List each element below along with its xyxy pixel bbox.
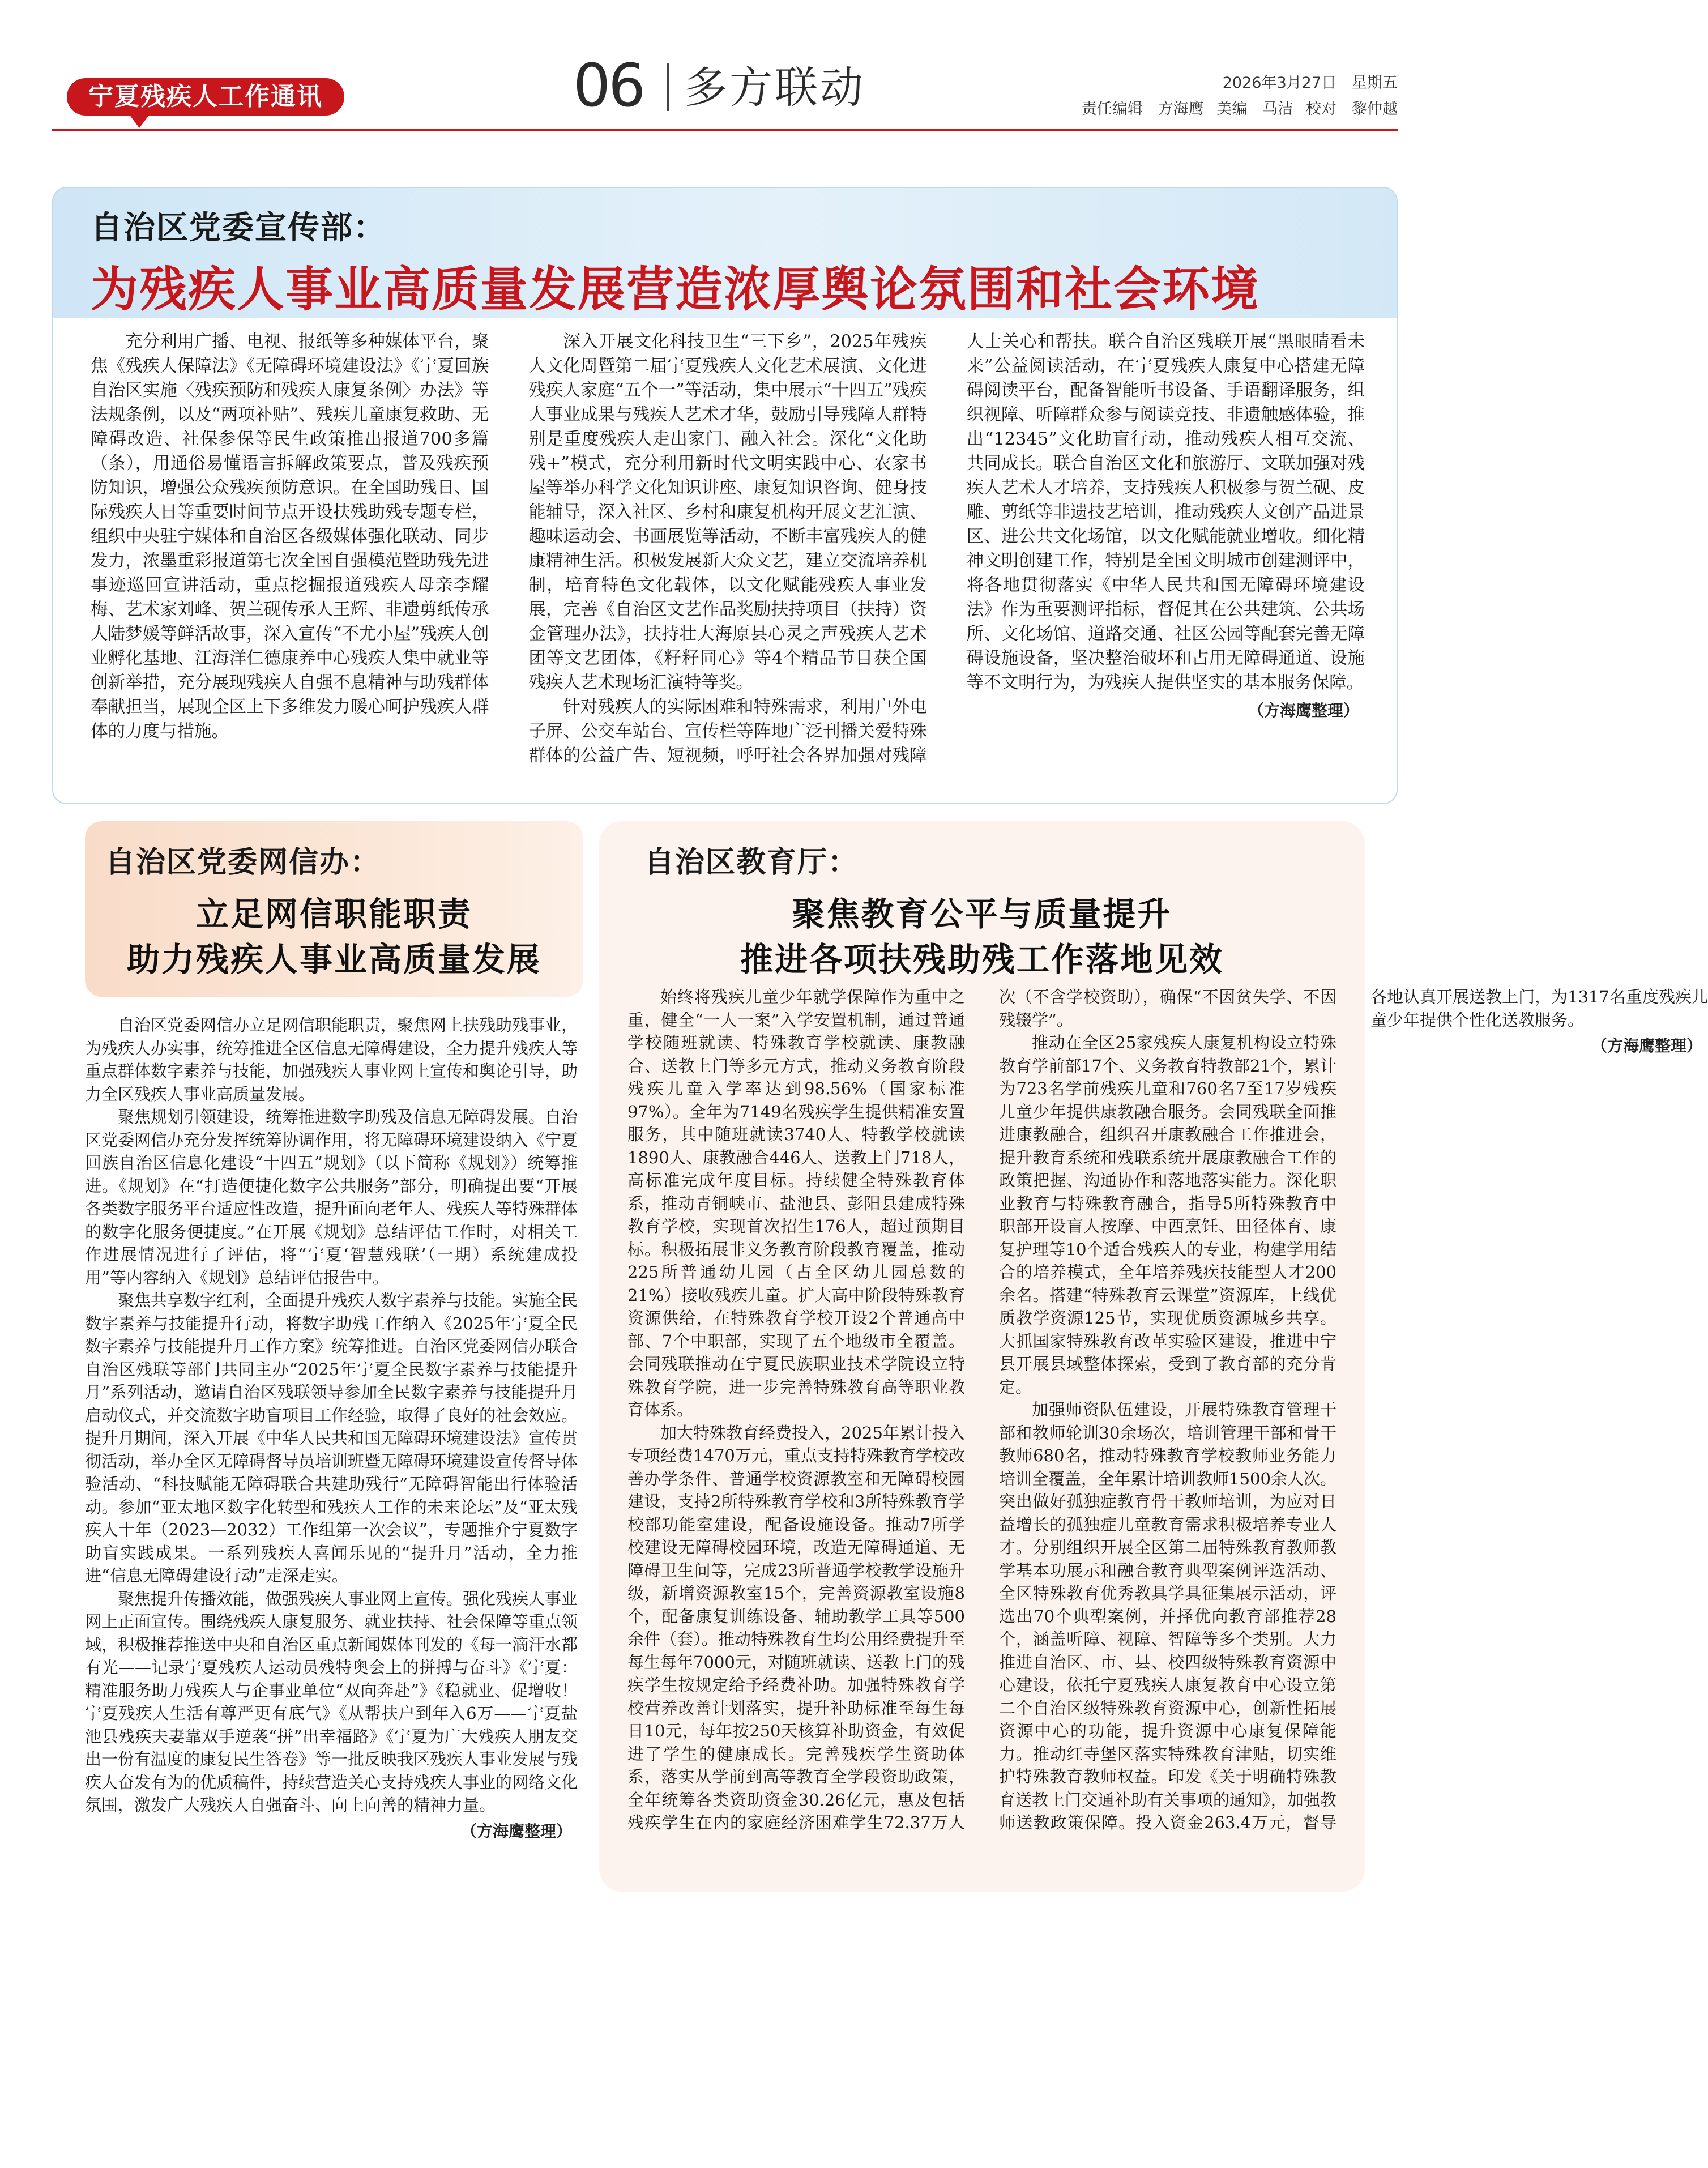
article-kicker: 自治区党委宣传部： — [91, 210, 386, 246]
editor-credits — [1074, 96, 1398, 118]
article-kicker: 自治区党委网信办： — [105, 846, 381, 880]
article-paragraph: 聚焦规划引领建设，统筹推进数字助残及信息无障碍发展。自治区党委网信办充分发挥统筹协调作用，将无障碍环境建设纳入《宁夏回族自治区信息化建设“十四五”规划》（以下简称《规划》）统筹推进。《规划》在“打造便捷化数字公共服务”部分，明确提出要“开展各类数字服务平台适应性改造，提升面向老年人、残疾人等特殊群体的数字化服务便捷度。”在开展《规划》总结评估工作时，对相关工作进展情况进行了评估，将“宁夏‘智慧残联’（一期）系统建成投用”等内容纳入《规划》总结评估报告中。 — [85, 1107, 578, 1287]
article-paragraph: 加强师资队伍建设，开展特殊教育管理干部和教师轮训30余场次，培训管理干部和骨干教师680名，推动特殊教育学校教师业务能力培训全覆盖，全年累计培训教师1500余人次。突出做好孤独症教育骨干教师培训，为应对日益增长的孤独症儿童教育需求积极培养专业人才。分别组织开展全区第二届特殊教育教师教学基本功展示和融合教育典型案例评选活动、全区特殊教育优秀教具学具征集展示活动，评选出70个典型案例，并择优向教育部推荐28个，涵盖听障、视障、智障等多个类别。大力推进自治区、市、县、校四级特殊教育资源中心建设，依托宁夏残疾人康复教育中心设立第二个自治区级特殊教育资源中心，创新性拓展资源中心的功能，提升资源中心康复保障能力。推动红寺堡区落实特殊教育津贴，切实维护特殊教育教师权益。印发《关于明确特殊教育送教上门交通补助有关事项的通知》，加强教师送教政策保障。投入资金263.4万元，督导各地认真开展送教上门，为1317名重度残疾儿童少年提供个性化送教服务。 — [999, 987, 1708, 1832]
article-cyberspace-office-header — [85, 821, 583, 997]
article-byline: （方海鹰整理） — [1248, 701, 1359, 720]
article-paragraph: 深入开展文化科技卫生“三下乡”，2025年残疾人文化周暨第二届宁夏残疾人文化艺术展演、文化进残疾人家庭“五个一”等活动，集中展示“十四五”残疾人事业成果与残疾人艺术才华，鼓励引导残障人群特别是重度残疾人走出家门、融入社会。深化“文化助残+”模式，充分利用新时代文明实践中心、农家书屋等举办科学文化知识讲座、康复知识咨询、健身技能辅导，深入社区、乡村和康复机构开展文艺汇演、趣味运动会、书画展览等活动，不断丰富残疾人的健康精神生活。积极发展新大众文艺，建立交流培养机制，培育特色文化载体，以文化赋能残疾人事业发展，完善《自治区文艺作品奖励扶持项目（扶持）资金管理办法》，扶持壮大海原县心灵之声残疾人艺术团等文艺团体，《籽籽同心》等4个精品节目获全国残疾人艺术现场汇演特等奖。 — [528, 332, 927, 693]
chief-editor-credit: 责任编辑 方海鹰 — [1081, 100, 1204, 118]
article-body — [627, 985, 1708, 1869]
page-number: 06 — [573, 51, 644, 120]
article-paragraph: 始终将残疾儿童少年就学保障作为重中之重，健全“一人一案”入学安置机制，通过普通学校随班就读、特殊教育学校就读、康教融合、送教上门等多元方式，推动义务教育阶段残疾儿童入学率达到98.56%（国家标准97%）。全年为7149名残疾学生提供精准安置服务，其中随班就读3740人、特教学校就读1890人、康教融合446人、送教上门718人，高标准完成年度目标。持续健全特殊教育体系，推动青铜峡市、盐池县、彭阳县建成特殊教育学校，实现首次招生176人，超过预期目标。积极拓展非义务教育阶段教育覆盖，推动225所普通幼儿园（占全区幼儿园总数的21%）接收残疾儿童。扩大高中阶段特殊教育资源供给，在特殊教育学校开设2个普通高中部、7个中职部，实现了五个地级市全覆盖。会同残联推动在宁夏民族职业技术学院设立特殊教育学院，进一步完善特殊教育高等职业教育体系。 — [627, 987, 965, 1419]
article-headline: 为残疾人事业高质量发展营造浓厚舆论氛围和社会环境 — [91, 262, 1260, 317]
headline-line: 助力残疾人事业高质量发展 — [126, 940, 541, 979]
headline-line: 推进各项扶残助残工作落地见效 — [740, 940, 1224, 979]
masthead-rule — [52, 129, 1398, 131]
article-paragraph: 充分利用广播、电视、报纸等多种媒体平台，聚焦《残疾人保障法》《无障碍环境建设法》《宁夏回族自治区实施〈残疾预防和残疾人康复条例〉办法》等法规条例，以及“两项补贴”、残疾儿童康复救助、无障碍改造、社保参保等民生政策推出报道700多篇（条），用通俗易懂语言拆解政策要点，普及残疾预防知识，增强公众残疾预防意识。在全国助残日、国际残疾人日等重要时间节点开设扶残助残专题专栏，组织中央驻宁媒体和自治区各级媒体强化联动、同步发力，浓墨重彩报道第七次全国自强模范暨助残先进事迹巡回宣讲活动，重点挖掘报道残疾人母亲李耀梅、艺术家刘峰、贺兰砚传承人王辉、非遗剪纸传承人陆梦媛等鲜活故事，深入宣传“不尤小屋”残疾人创业孵化基地、江海洋仁德康养中心残疾人集中就业等创新举措，充分展现残疾人自强不息精神与助残群体奉献担当，展现全区上下多维发力暖心呵护残疾人群体的力度与措施。 — [91, 332, 489, 741]
article-cyberspace-office-body — [85, 1014, 578, 1880]
proofreader-credit: 校对 黎仲越 — [1306, 100, 1398, 118]
article-headline — [85, 891, 583, 982]
article-paragraph: 针对残疾人的实际困难和特殊需求，利用户外电子屏、公交车站台、宣传栏等阵地广泛刊播关爱特殊群体的公益广告、短视频，呼吁社会各界加强对残障人士关心和帮扶。联合自治区残联开展“黑眼睛看未来”公益阅读活动，在宁夏残疾人康复中心搭建无障碍阅读平台，配备智能听书设备、手语翻译服务，组织视障、听障群众参与阅读竞技、非遗触感体验，推出“12345”文化助盲行动，推动残疾人相互交流、共同成长。联合自治区文化和旅游厅、文联加强对残疾人艺术人才培养，支持残疾人积极参与贺兰砚、皮雕、剪纸等非遗技艺培训，推动残疾人文创产品进景区、进公共文化场馆，以文化赋能就业增收。细化精神文明创建工作，特别是全国文明城市创建测评中，将各地贯彻落实《中华人民共和国无障碍环境建设法》作为重要测评指标，督促其在公共建筑、公共场所、文化场馆、道路交通、社区公园等配套完善无障碍设施设备，坚决整治破坏和占用无障碍通道、设施等不文明行为，为残疾人提供坚实的基本服务保障。 — [528, 332, 1365, 766]
article-paragraph: 自治区党委网信办立足网信职能职责，聚焦网上扶残助残事业，为残疾人办实事，统筹推进全区信息无障碍建设，全力提升残疾人等重点群体数字素养与技能，加强残疾人事业网上宣传和舆论引导，助力全区残疾人事业高质量发展。 — [85, 1015, 578, 1104]
article-kicker: 自治区教育厅： — [644, 846, 859, 880]
article-headline — [599, 891, 1365, 982]
section-title: 多方联动 — [684, 62, 865, 113]
article-paragraph: 加大特殊教育经费投入，2025年累计投入专项经费1470万元，重点支持特殊教育学校改善办学条件、普通学校资源教室和无障碍校园建设，支持2所特殊教育学校和3所特殊教育学校部功能室建设，配备设施设备。推动7所学校建设无障碍校园环境，改造无障碍通道、无障碍卫生间等，完成23所普通学校教学设施升级，新增资源教室15个，完善资源教室设施8个，配备康复训练设备、辅助教学工具等500余件（套）。推动特殊教育生均公用经费提升至每生每年7000元，对随班就读、送教上门的残疾学生按规定给予经费补助。加强特殊教育学校营养改善计划落实，提升补助标准至每生每日10元，每年按250天核算补助资金，有效促进了学生的健康成长。完善残疾学生资助体系，落实从学前到高等教育全学段资助政策，全年统筹各类资助资金30.26亿元，惠及包括残疾学生在内的家庭经济困难学生72.37万人次（不含学校资助），确保“不因贫失学、不因残辍学”。 — [627, 987, 1336, 1832]
article-paragraph: 聚焦提升传播效能，做强残疾人事业网上宣传。强化残疾人事业网上正面宣传。围绕残疾人康复服务、就业扶持、社会保障等重点领域，积极推荐推送中央和自治区重点新闻媒体刊发的《每一滴汗水都有光——记录宁夏残疾人运动员残特奥会上的拼搏与奋斗》《宁夏：精准服务助力残疾人与企事业单位“双向奔赴”》《稳就业、促增收！宁夏残疾人生活有尊严更有底气》《从帮扶户到年入6万——宁夏盐池县残疾夫妻靠双手逆袭“拼”出幸福路》《宁夏为广大残疾人朋友交出一份有温度的康复民生答卷》等一批反映我区残疾人事业发展与残疾人奋发有为的优质稿件，持续营造关心支持残疾人事业的网络文化氛围，激发广大残疾人自强奋斗、向上向善的精神力量。 — [85, 1589, 578, 1815]
headline-line: 立足网信职能职责 — [195, 895, 472, 933]
headline-line: 聚焦教育公平与质量提升 — [792, 895, 1172, 933]
article-paragraph: 推动在全区25家残疾人康复机构设立特殊教育学前部17个、义务教育特教部21个，累计为723名学前残疾儿童和760名7至17岁残疾儿童少年提供康教融合服务。会同残联全面推进康教融合，组织召开康教融合工作推进会，提升教育系统和残联系统开展康教融合工作的政策把握、沟通协作和落地落实能力。深化职业教育与特殊教育融合，指导5所特殊教育中职部开设盲人按摩、中西烹饪、田径体育、康复护理等10个适合残疾人的专业，构建学用结合的培养模式，全年培养残疾技能型人才200余名。搭建“特殊教育云课堂”资源库，上线优质教学资源125节，实现优质资源城乡共享。大抓国家特殊教育改革实验区建设，推进中宁县开展县域整体探索，受到了教育部的充分肯定。 — [999, 1033, 1336, 1397]
article-header-banner — [53, 188, 1397, 318]
page-number-divider — [667, 63, 669, 111]
article-byline: （方海鹰整理） — [460, 1821, 572, 1841]
article-byline: （方海鹰整理） — [1591, 1036, 1702, 1055]
art-editor-credit: 美编 马洁 — [1216, 100, 1293, 118]
article-paragraph: 聚焦共享数字红利，全面提升残疾人数字素养与技能。实施全民数字素养与技能提升行动，将数字助残工作纳入《2025年宁夏全民数字素养与技能提升月工作方案》统筹推进。自治区党委网信办联合自治区残联等部门共同主办“2025年宁夏全民数字素养与技能提升月”系列活动，邀请自治区残联领导参加全民数字素养与技能提升月启动仪式，并交流数字助盲项目工作经验，取得了良好的社会效应。提升月期间，深入开展《中华人民共和国无障碍环境建设法》宣传贯彻活动，举办全区无障碍督导员培训班暨无障碍环境建设宣传督导体验活动、“科技赋能无障碍联合共建助残行”无障碍智能出行体验活动。参加“亚太地区数字化转型和残疾人工作的未来论坛”及“亚太残疾人十年（2023—2032）工作组第一次会议”，专题推介宁夏数字助盲实践成果。一系列残疾人喜闻乐见的“提升月”活动，全力推进“信息无障碍建设行动”走深走实。 — [85, 1291, 578, 1585]
article-propaganda-department — [52, 187, 1398, 804]
article-education-department — [599, 821, 1708, 1892]
newspaper-brand-badge: 宁夏残疾人工作通讯 — [67, 78, 344, 116]
masthead — [0, 0, 1450, 136]
article-body — [91, 330, 1365, 788]
issue-date: 2026年3月27日 星期五 — [1222, 74, 1398, 92]
